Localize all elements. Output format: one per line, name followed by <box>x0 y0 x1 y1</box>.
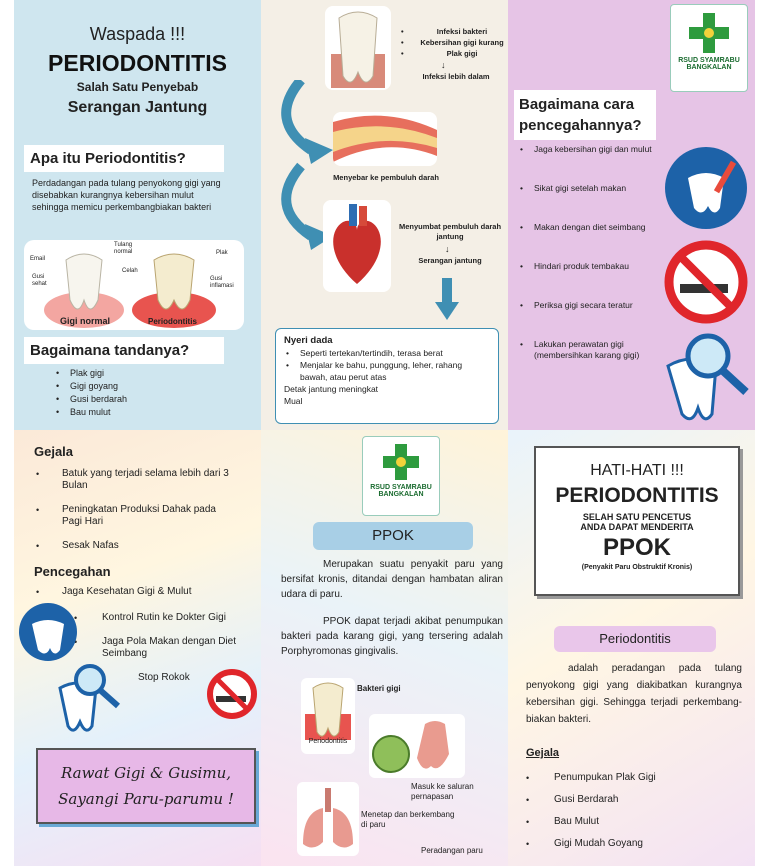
prevention-list <box>518 144 668 378</box>
masuk-caption: Masuk ke saluran pernapasan <box>411 782 474 801</box>
list-item: • Jaga Pola Makan dengan Diet Seimbang <box>72 636 242 660</box>
list-item: • Sikat gigi setelah makan <box>518 183 668 222</box>
list-item: • Sesak Nafas <box>34 540 234 552</box>
prevention-heading: Bagaimana cara pencegahannya? <box>514 90 656 140</box>
gejala-list-2 <box>524 772 744 850</box>
arrow-tip <box>435 302 459 320</box>
bacteria-shape <box>373 736 409 772</box>
label-periodontitis: Periodontitis <box>148 317 197 326</box>
infected-tooth-svg <box>325 6 391 90</box>
periodontitis-caption: Periodontitis <box>308 738 348 745</box>
warning-sub-2: ANDA DAPAT MENDERITA <box>580 522 694 532</box>
vessel-svg <box>333 112 437 166</box>
list-item: • Jaga kebersihan gigi dan mulut <box>518 144 668 183</box>
artery-shape <box>359 206 367 226</box>
arrow-down-icon: ↓ <box>441 60 446 70</box>
tooth-mascot-icon <box>18 602 78 662</box>
periodontitis-label: Periodontitis <box>554 626 716 652</box>
list-item: • Menjalar ke bahu, punggung, leher, rahang bawah, atau perut atas <box>284 359 490 383</box>
ppok-paragraph-1: Merupakan suatu penyakit paru yang bersifat kronis, ditandai dengan hambatan aliran udara di paru. <box>281 559 503 600</box>
label-celah: Celah <box>122 268 138 274</box>
infected-tooth-image <box>325 6 391 90</box>
list-item: • Hindari produk tembakau <box>518 261 668 300</box>
subtitle-1: Salah Satu Penyebab <box>76 80 199 94</box>
lens-2 <box>76 666 104 694</box>
no-smoking-icon <box>664 240 748 324</box>
gejala-heading-2: Gejala <box>526 747 560 759</box>
cross-center <box>704 28 714 38</box>
label-email: Email <box>30 256 46 262</box>
infection-list <box>399 26 508 59</box>
hospital-logo <box>670 4 748 92</box>
infeksi-dalam-text: Infeksi lebih dalam <box>422 72 490 81</box>
menyumbat-text: Menyumbat pembuluh darah jantung <box>398 222 502 241</box>
panel-periodontitis-heart <box>14 0 261 430</box>
slogan-line-2: Sayangi Paru-parumu ! <box>58 790 234 808</box>
warning-box <box>534 446 740 596</box>
lung-svg <box>297 782 359 856</box>
lung-image <box>297 782 359 856</box>
subtitle-2: Serangan Jantung <box>67 99 208 116</box>
airway-image <box>369 714 465 778</box>
waspada-text: Waspada !!! <box>89 24 186 44</box>
menyebar-text: Menyebar ke pembuluh darah <box>333 173 439 182</box>
vein-shape <box>349 204 357 226</box>
slogan-box <box>36 748 256 824</box>
list-item: • Bau mulut <box>54 406 127 419</box>
pencegahan-heading: Pencegahan <box>34 564 111 579</box>
heart-svg <box>323 200 391 292</box>
list-item: • Jaga Kesehatan Gigi & Mulut <box>34 586 254 598</box>
list-item: • Plak gigi <box>399 48 508 59</box>
list-item: • Periksa gigi secara teratur <box>518 300 668 339</box>
panel-ppok-symptoms <box>14 430 261 866</box>
radang-caption: Peradangan paru <box>421 846 483 855</box>
label-gusi-inflamasi: Gusi inflamasi <box>210 276 234 289</box>
left-lung-shape <box>303 808 323 848</box>
magnifier-tooth-icon-2 <box>54 658 124 738</box>
signs-list <box>54 367 127 419</box>
main-title: PERIODONTITIS <box>48 50 227 76</box>
list-item: • Makan dengan diet seimbang <box>518 222 668 261</box>
warning-title: PERIODONTITIS <box>555 484 719 507</box>
ppok-paragraph-2: PPOK dapat terjadi akibat penumpukan bakteri pada karang gigi, yang tersering adalah Porphyromonas gingivalis. <box>281 616 503 657</box>
list-item: • Stop Rokok <box>72 672 242 684</box>
logo-cross-icon <box>687 11 731 55</box>
gejala-heading: Gejala <box>34 444 74 459</box>
arrow-shaft <box>442 278 452 304</box>
tooth-diagram <box>24 240 244 330</box>
tooth-shape-2 <box>313 683 343 736</box>
list-item: • Seperti tertekan/tertindih, terasa berat <box>284 347 490 359</box>
magnifier-tooth-icon <box>658 326 754 426</box>
arrow-head-1 <box>305 138 333 164</box>
list-item: • Kebersihan gigi kurang <box>399 37 508 48</box>
perio-tooth-svg <box>301 678 355 742</box>
bakteri-caption: Bakteri gigi <box>357 684 401 693</box>
list-item: • Plak gigi <box>54 367 127 380</box>
body-shape <box>417 721 449 769</box>
slogan-line-1: Rawat Gigi & Gusimu, <box>60 764 232 782</box>
hati-text: HATI-HATI !!! <box>590 462 684 479</box>
label-tulang: Tulang normal <box>114 242 133 255</box>
panel-prevention <box>508 0 755 430</box>
heart-shape <box>333 221 381 284</box>
list-item: • Bau Mulut <box>524 816 744 828</box>
blood-vessel-image <box>333 112 437 166</box>
mual-text: Mual <box>284 396 303 406</box>
airway-svg <box>369 714 465 778</box>
heart-image <box>323 200 391 292</box>
serangan-text: Serangan jantung <box>418 256 482 265</box>
logo-text: RSUD SYAMRABU <box>678 57 740 64</box>
healthy-tooth-shape <box>66 254 102 309</box>
magnifier-handle <box>722 370 746 392</box>
logo-text-2: RSUD SYAMRABU <box>370 484 432 491</box>
list-item: • Gusi Berdarah <box>524 794 744 806</box>
diseased-tooth-shape <box>154 254 194 309</box>
ppok-fullname: (Penyakit Paru Obstruktif Kronis) <box>581 564 693 571</box>
ppok-label: PPOK <box>313 522 473 550</box>
nyeri-list <box>284 347 490 383</box>
no-smoking-icon-2 <box>206 668 258 720</box>
list-item: • Batuk yang terjadi selama lebih dari 3 Bulan <box>34 468 234 492</box>
tooth-brush-icon <box>664 146 748 230</box>
panel-warning <box>508 430 755 866</box>
trachea-shape <box>325 788 331 812</box>
what-heading: Apa itu Periodontitis? <box>24 145 224 172</box>
pencegahan-list <box>34 586 254 598</box>
handle-2 <box>100 690 118 706</box>
detak-text: Detak jantung meningkat <box>284 384 379 394</box>
warning-ppok: PPOK <box>602 534 671 561</box>
nyeri-heading: Nyeri dada <box>284 335 333 346</box>
panel-heart-flow <box>261 0 508 430</box>
label-gusi-sehat: Gusi sehat <box>32 274 47 287</box>
warning-sub-1: SELAH SATU PENCETUS <box>582 512 692 522</box>
hospital-logo-2 <box>362 436 440 516</box>
list-item: • Gusi berdarah <box>54 393 127 406</box>
what-body: Perdadangan pada tulang penyokong gigi yang disebabkan kurangnya kebersihan mulut sehingga memicu perkembangbiakan bakteri <box>32 178 221 212</box>
list-item: • Kontrol Rutin ke Dokter Gigi <box>72 612 242 624</box>
list-item: • Gigi goyang <box>54 380 127 393</box>
logo-cross-icon-2 <box>381 442 421 482</box>
label-plak: Plak <box>216 250 228 256</box>
list-item: • Gigi Mudah Goyang <box>524 838 744 850</box>
signs-heading: Bagaimana tandanya? <box>24 337 224 364</box>
list-item: • Infeksi bakteri <box>399 26 508 37</box>
list-item: • Lakukan perawatan gigi (membersihkan karang gigi) <box>518 339 668 378</box>
list-item: • Penumpukan Plak Gigi <box>524 772 744 784</box>
panel-ppok-definition <box>261 430 508 866</box>
straight-arrow-down-icon <box>435 278 459 320</box>
label-gigi-normal: Gigi normal <box>60 316 111 326</box>
logo-sub: BANGKALAN <box>686 64 732 71</box>
list-item: • Peningkatan Produksi Dahak pada Pagi Hari <box>34 504 234 528</box>
tooth-shape <box>339 12 377 82</box>
right-lung-shape <box>333 808 353 848</box>
logo-sub-2: BANGKALAN <box>378 491 424 498</box>
arrow-down-icon-2: ↓ <box>445 244 450 254</box>
menetap-caption: Menetap dan berkembang di paru <box>361 810 455 829</box>
cross-center-2 <box>396 457 406 467</box>
periodontitis-body: adalah peradangan pada tulang penyokong gigi yang diakibatkan kurangnya kebersihan gigi. Sehingga terjadi perkembang- biakan bakteri. <box>526 663 742 725</box>
symptoms-box <box>275 328 499 424</box>
gejala-list <box>34 468 234 552</box>
